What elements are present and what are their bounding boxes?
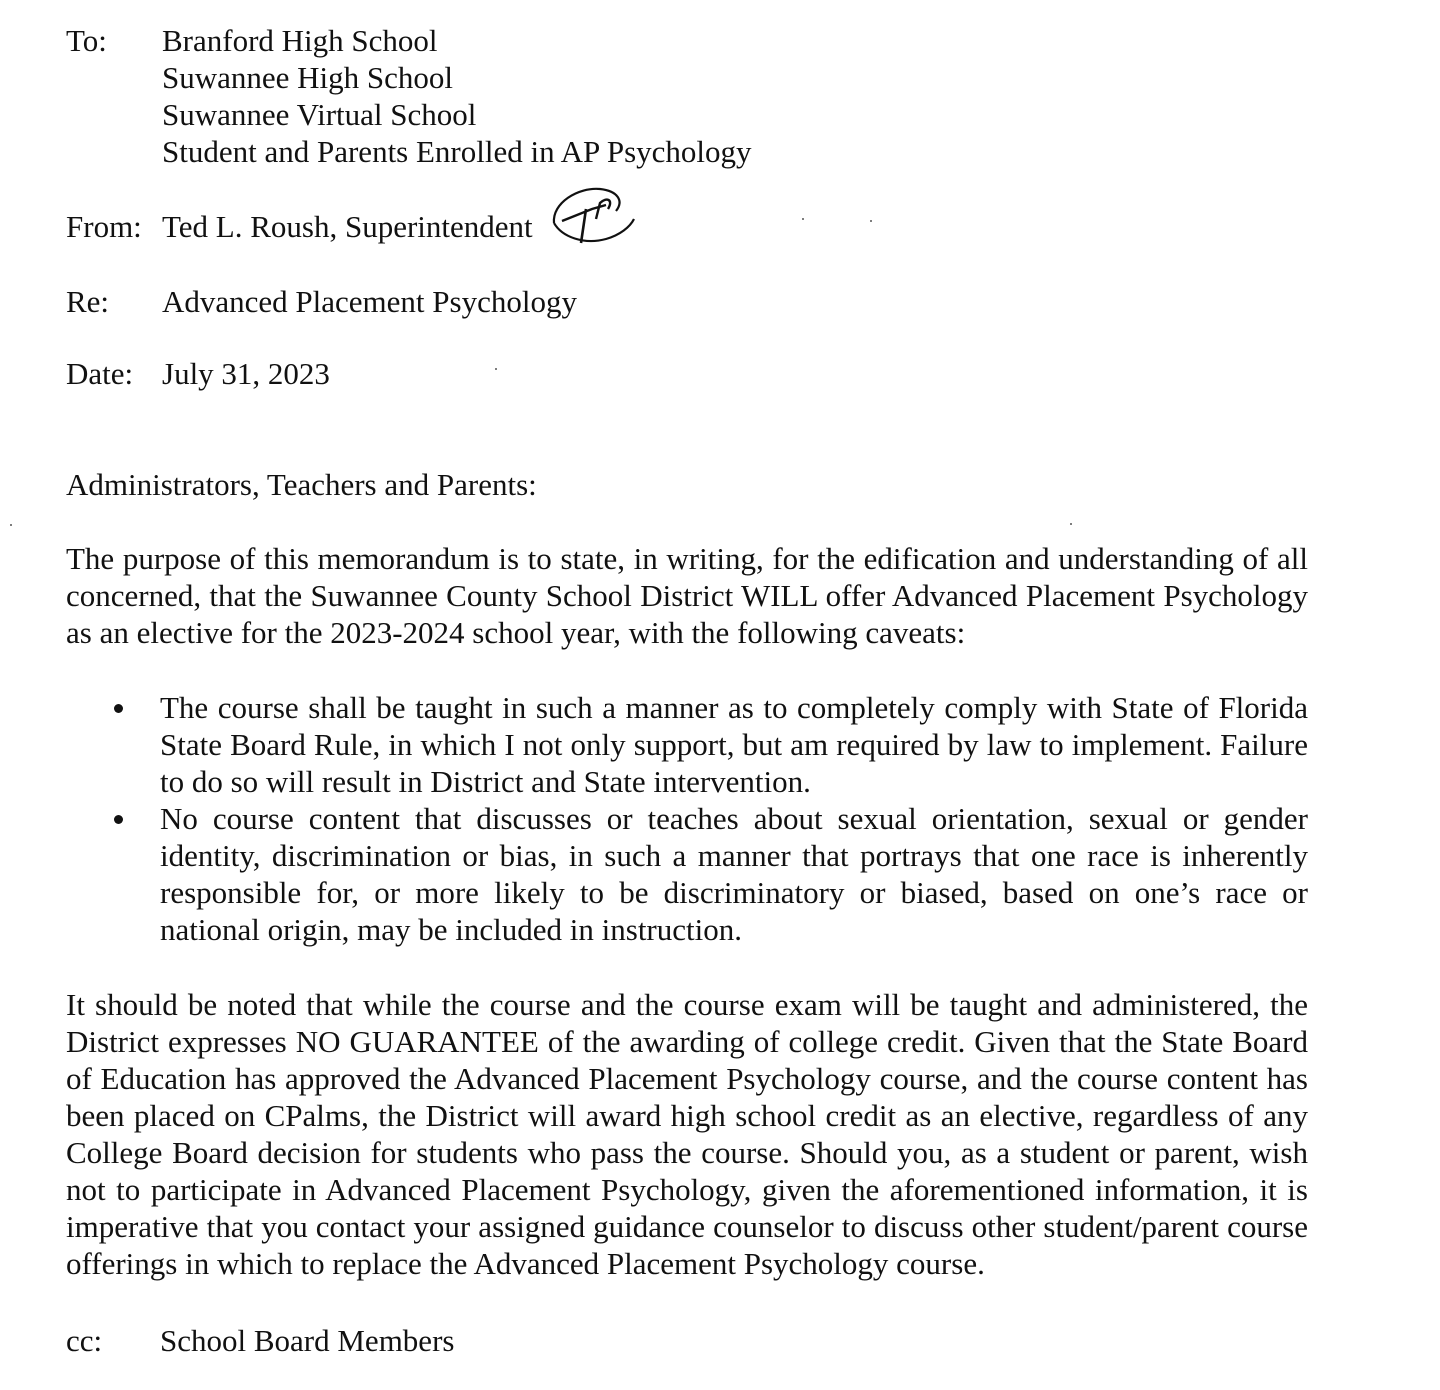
scan-speck	[870, 220, 872, 222]
signature-initials-icon	[548, 183, 638, 253]
caveat-item	[108, 800, 1308, 948]
memo-to-row	[66, 22, 752, 170]
re-label: Re:	[66, 284, 110, 319]
intro-paragraph: The purpose of this memorandum is to state, in writing, for the edification and understanding of all concerned, that the Suwannee County School District WILL offer Advanced Placement Psychology as an elective for the 2023-2024 school year, with the following caveats:	[66, 541, 1308, 650]
to-label: To:	[66, 23, 107, 58]
recipient: Branford High School	[162, 23, 438, 58]
memo-from-row	[66, 208, 533, 245]
memo-date-row	[66, 355, 330, 392]
memo-cc-row	[66, 1322, 454, 1359]
salutation: Administrators, Teachers and Parents:	[66, 467, 537, 502]
cc-label: cc:	[66, 1323, 103, 1358]
bullet-icon	[114, 815, 123, 824]
scan-speck	[10, 524, 12, 526]
recipient: Student and Parents Enrolled in AP Psychology	[162, 134, 752, 169]
scan-speck	[802, 218, 804, 220]
caveats-list	[108, 689, 1308, 948]
to-recipients	[162, 22, 752, 170]
date-value: July 31, 2023	[162, 356, 330, 391]
scan-speck	[495, 368, 497, 370]
closing-paragraph: It should be noted that while the course and the course exam will be taught and administered, the District expresses NO GUARANTEE of the awarding of college credit. Given that the State Board of Education has approved the Advanced Placement Psychology course, and the course content has been placed on CPalms, the District will award high school credit as an elective, regardless of any College Board decision for students who pass the course. Should you, as a student or parent, wish not to participate in Advanced Placement Psychology, given the aforementioned information, it is imperative that you contact your assigned guidance counselor to discuss other student/parent course offerings in which to replace the Advanced Placement Psychology course.	[66, 987, 1308, 1281]
from-label: From:	[66, 209, 142, 244]
recipient: Suwannee Virtual School	[162, 97, 477, 132]
caveat-text: The course shall be taught in such a manner as to completely comply with State of Florida State Board Rule, in which I not only support, but am required by law to implement. Failure to do so will result in District and State intervention.	[160, 690, 1308, 799]
caveat-item	[108, 689, 1308, 800]
from-value: Ted L. Roush, Superintendent	[162, 209, 533, 244]
bullet-icon	[114, 704, 123, 713]
cc-value: School Board Members	[160, 1323, 455, 1358]
recipient: Suwannee High School	[162, 60, 454, 95]
memo-re-row	[66, 283, 577, 320]
scan-speck	[1070, 523, 1072, 525]
date-label: Date:	[66, 356, 134, 391]
re-value: Advanced Placement Psychology	[162, 284, 577, 319]
caveat-text: No course content that discusses or teaches about sexual orientation, sexual or gender identity, discrimination or bias, in such a manner that portrays that one race is inherently responsible for, or more likely to be discriminatory or biased, based on one’s race or national origin, may be included in instruction.	[160, 801, 1308, 947]
